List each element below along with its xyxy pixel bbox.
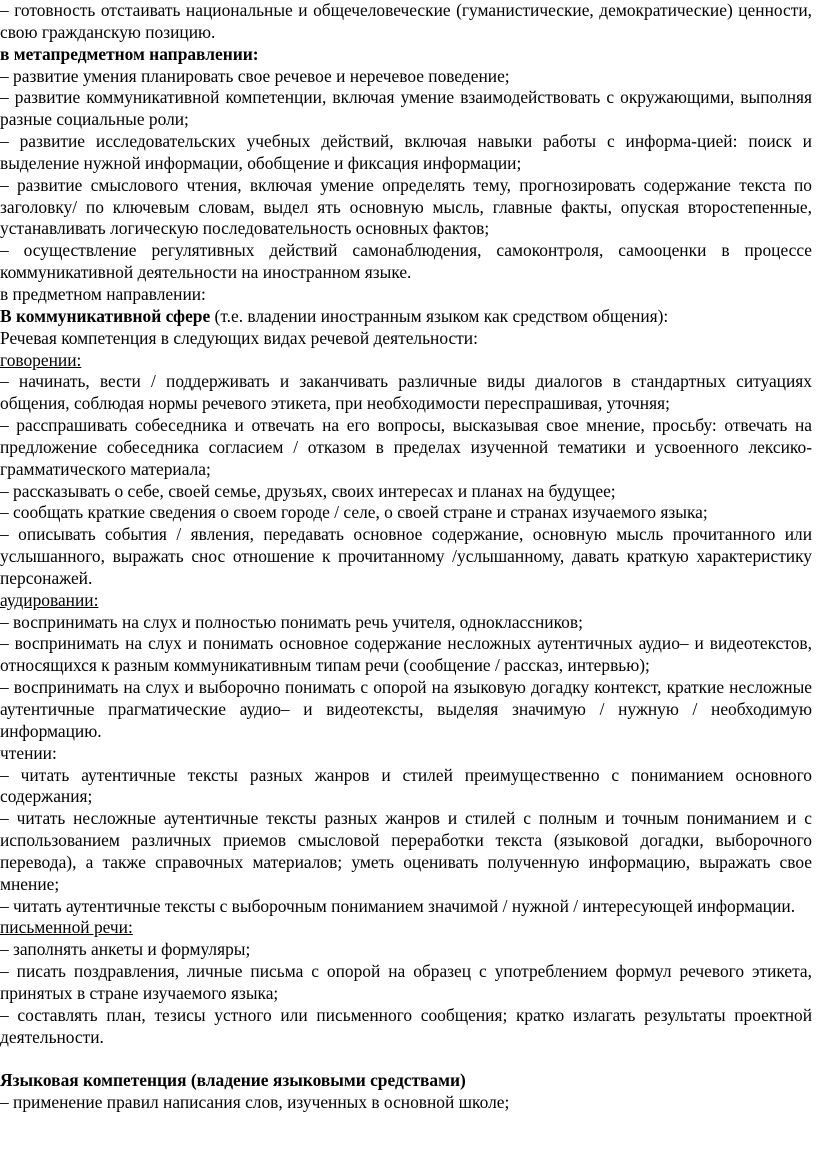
list-item: – развитие исследовательских учебных действий, включая навыки работы с информа-цией: поиск и выделение нужной информации, обобщение и фиксация информации; xyxy=(0,131,812,173)
communicative-sphere-bold: В коммуникативной сфере xyxy=(0,305,211,326)
list-item: – читать аутентичные тексты с выборочным пониманием значимой / нужной / интересующей информации. xyxy=(0,895,796,916)
heading-writing xyxy=(0,917,812,939)
heading-subject: в предметном направлении: xyxy=(0,283,206,304)
speaking-label: говорении: xyxy=(0,349,82,370)
heading-listening xyxy=(0,590,812,612)
list-item: – читать несложные аутентичные тексты разных жанров и стилей с полным и точным пониманием и с использованием различных приемов смысловой переработки текста (языковой догадки, выборочного перевода), а также справочных материалов; уметь оценивать полученную информацию, выражать свое мнение; xyxy=(0,808,812,894)
listening-label: аудировании: xyxy=(0,589,99,610)
list-item: – применение правил написания слов, изученных в основной школе; xyxy=(0,1092,510,1113)
paragraph-speech-competence: Речевая компетенция в следующих видах речевой деятельности: xyxy=(0,327,478,348)
list-item: – начинать, вести / поддерживать и заканчивать различные виды диалогов в стандартных ситуациях общения, соблюдая нормы речевого этикета, при необходимости переспрашивая, уточняя; xyxy=(0,371,812,414)
list-item: – воспринимать на слух и выборочно понимать с опорой на языковую догадку контекст, краткие несложные аутентичные прагматические аудио– и видеотексты, выделяя значимую / нужную / необходимую информацию. xyxy=(0,677,812,741)
heading-metasubject: в метапредметном направлении: xyxy=(0,43,259,64)
list-item: – воспринимать на слух и понимать основное содержание несложных аутентичных аудио– и видеотекстов, относящихся к разным коммуникативным типам речи (сообщение / рассказ, интервью); xyxy=(0,633,812,676)
list-item: – расспрашивать собеседника и отвечать на его вопросы, высказывая свое мнение, просьбу: отвечать на предложение собеседника согласием / отказом в пределах изученной тематики и усвоенного лексико-грамматического материала; xyxy=(0,415,812,479)
list-item: – рассказывать о себе, своей семье, друзьях, своих интересах и планах на будущее; xyxy=(0,480,616,501)
blank-line xyxy=(0,1049,812,1071)
list-item: – описывать события / явления, передавать основное содержание, основную мысль прочитанного или услышанного, выражать снос отношение к прочитанному /услышанному, давать краткую характеристику персонажей. xyxy=(0,524,812,588)
list-item: – развитие смыслового чтения, включая умение определять тему, прогнозировать содержание текста по заголовку/ по ключевым словам, выдел ять основную мысль, главные факты, опуская второстепенные, устанавливать логическую последовательность основных фактов; xyxy=(0,174,812,239)
list-item: – осуществление регулятивных действий самонаблюдения, самоконтроля, самооценки в процессе коммуникативной деятельности на иностранном языке. xyxy=(0,240,812,283)
list-item: – читать аутентичные тексты разных жанров и стилей преимущественно с пониманием основного содержания; xyxy=(0,764,812,807)
paragraph-communicative-sphere xyxy=(0,306,812,328)
heading-language-competence: Языковая компетенция (владение языковыми средствами) xyxy=(0,1070,466,1091)
list-item: – развитие коммуникативной компетенции, включая умение взаимодействовать с окружающими, выполняя разные социальные роли; xyxy=(0,87,812,130)
list-item: – заполнять анкеты и формуляры; xyxy=(0,939,251,960)
list-item: – составлять план, тезисы устного или письменного сообщения; кратко излагать результаты проектной деятельности. xyxy=(0,1004,812,1047)
paragraph-civic-readiness: – готовность отстаивать национальные и общечеловеческие (гуманистические, демократические) ценности, свою гражданскую позицию. xyxy=(0,0,812,42)
list-item: – писать поздравления, личные письма с опорой на образец с употреблением формул речевого этикета, принятых в стране изучаемого языка; xyxy=(0,961,812,1003)
communicative-sphere-rest: (т.е. владении иностранным языком как средством общения): xyxy=(210,305,669,326)
heading-reading: чтении: xyxy=(0,742,57,763)
list-item: – сообщать краткие сведения о своем городе / селе, о своей стране и странах изучаемого языка; xyxy=(0,502,708,523)
list-item: – воспринимать на слух и полностью понимать речь учителя, одноклассников; xyxy=(0,611,583,632)
heading-speaking xyxy=(0,350,812,372)
writing-label: письменной речи: xyxy=(0,917,133,938)
list-item: – развитие умения планировать свое речевое и неречевое поведение; xyxy=(0,65,510,86)
